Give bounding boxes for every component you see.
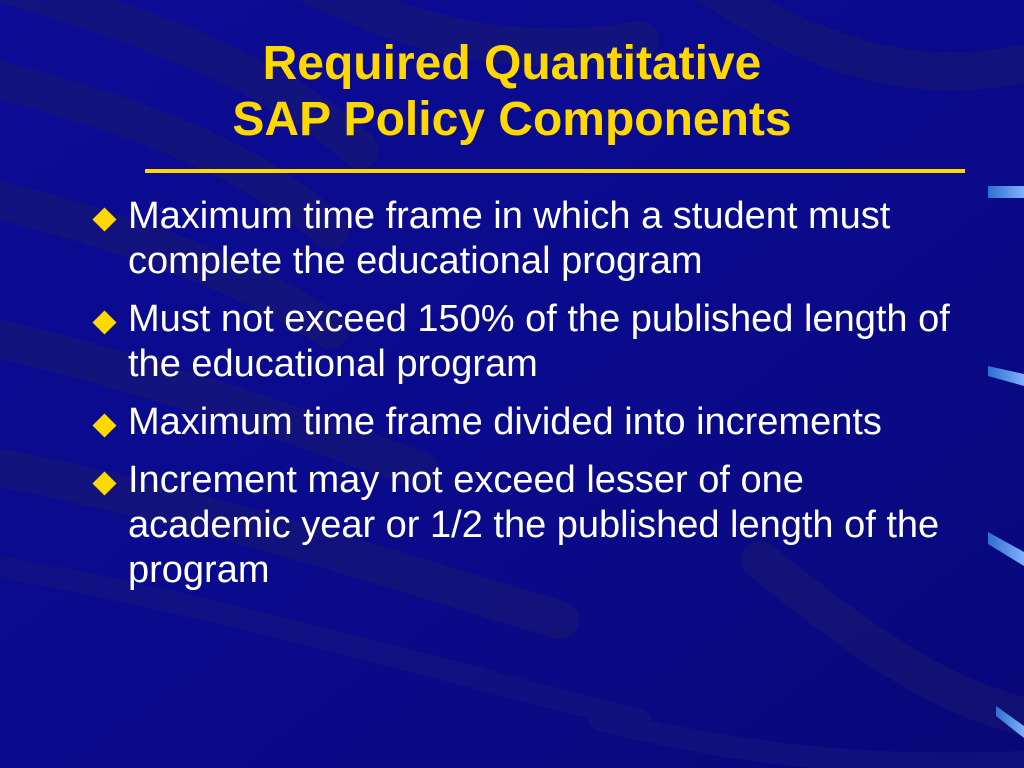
slide-title-line-2: SAP Policy Components bbox=[232, 93, 792, 146]
title-underline bbox=[145, 169, 965, 173]
bullet-text: Must not exceed 150% of the published length of the educational program bbox=[128, 298, 950, 385]
bullet-text: Maximum time frame divided into increments bbox=[128, 401, 882, 443]
slide-title-line-1: Required Quantitative bbox=[262, 37, 762, 90]
bullet-list bbox=[92, 194, 972, 606]
bullet-text: Maximum time frame in which a student must complete the educational program bbox=[128, 195, 891, 282]
bullet-item bbox=[92, 297, 972, 387]
diamond-bullet-icon bbox=[92, 413, 116, 437]
bullet-text: Increment may not exceed lesser of one academic year or 1/2 the published length of the program bbox=[128, 459, 940, 591]
diamond-bullet-icon bbox=[92, 471, 116, 495]
bullet-item bbox=[92, 400, 972, 445]
bullet-item bbox=[92, 458, 972, 593]
bullet-item bbox=[92, 194, 972, 284]
diamond-bullet-icon bbox=[92, 310, 116, 334]
slide-title bbox=[0, 36, 1024, 148]
diamond-bullet-icon bbox=[92, 207, 116, 231]
